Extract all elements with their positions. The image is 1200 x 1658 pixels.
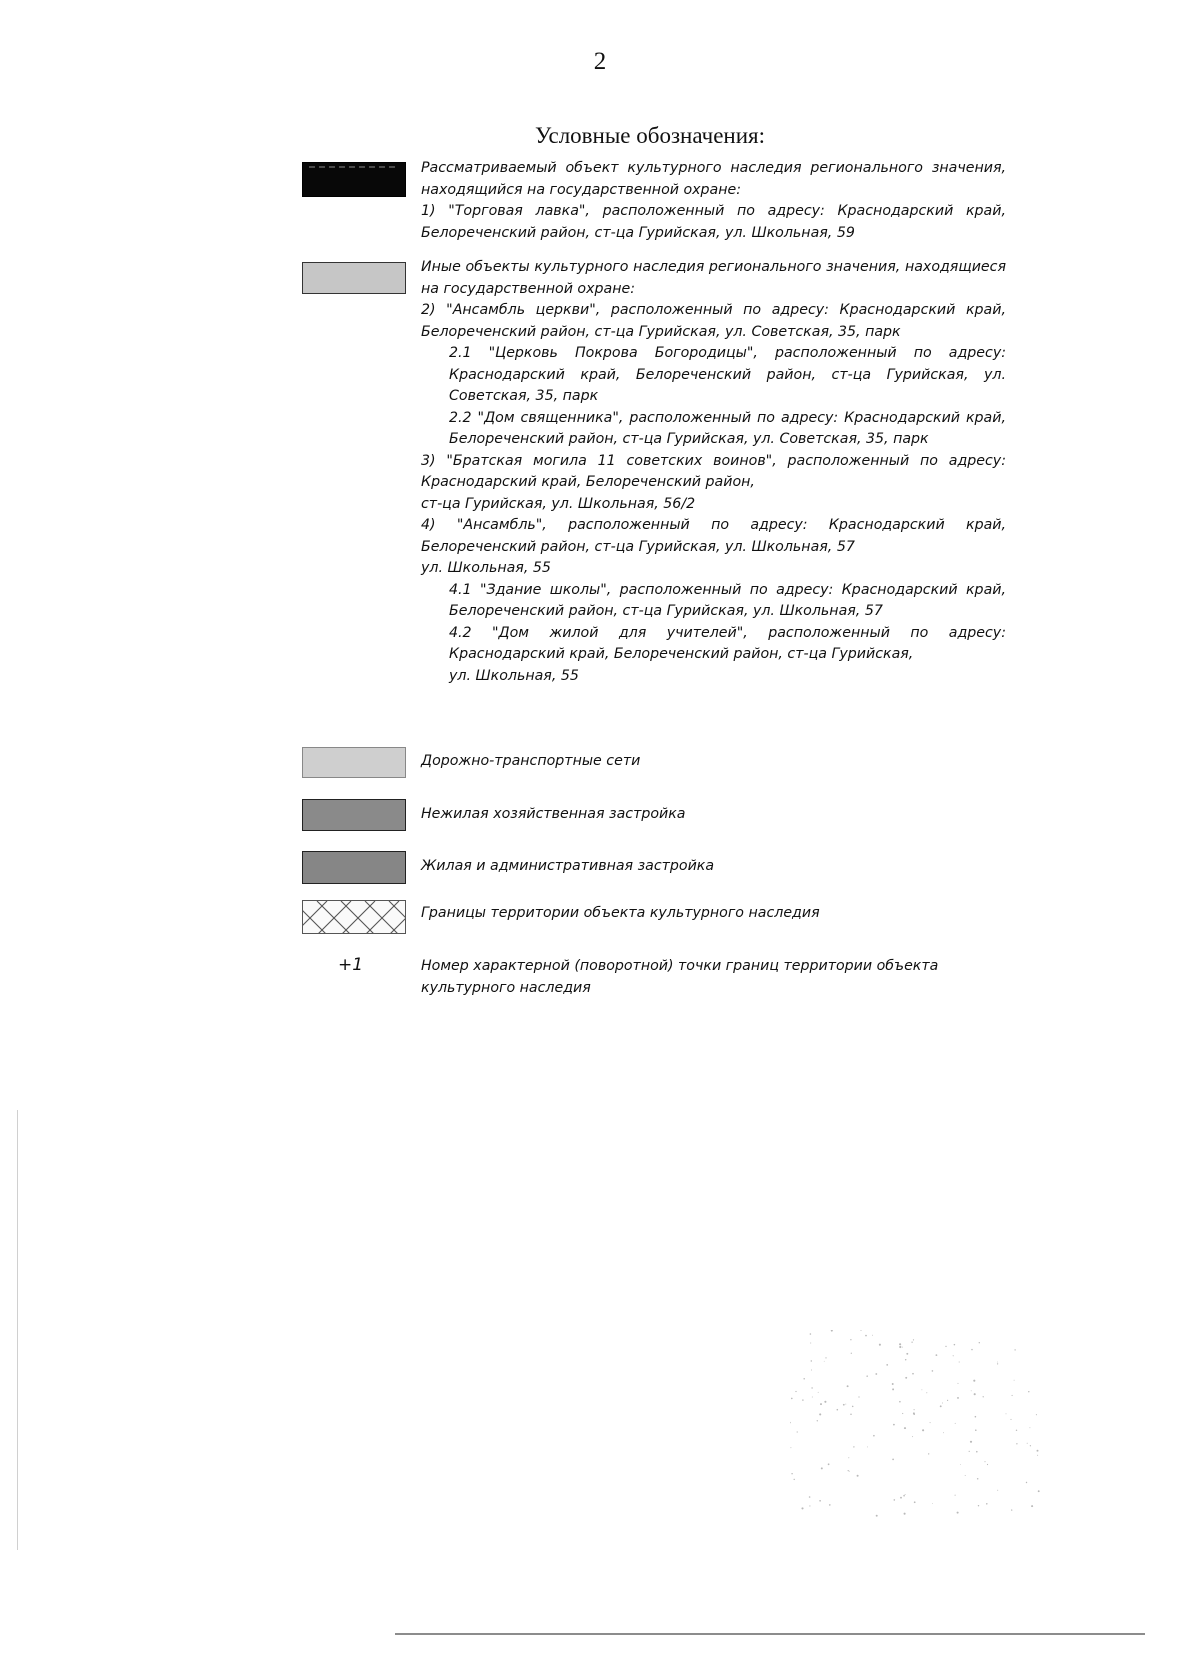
noise-speck bbox=[936, 1354, 938, 1356]
noise-speck bbox=[845, 1404, 846, 1405]
noise-speck bbox=[829, 1504, 831, 1506]
noise-speck bbox=[903, 1495, 905, 1497]
noise-speck bbox=[957, 1383, 958, 1384]
noise-speck bbox=[905, 1377, 907, 1379]
noise-speck bbox=[1037, 1450, 1039, 1452]
noise-speck bbox=[1026, 1482, 1027, 1483]
noise-speck bbox=[818, 1392, 819, 1393]
noise-speck bbox=[803, 1378, 805, 1380]
noise-speck bbox=[928, 1453, 929, 1454]
legend-line: 4) "Ансамбль", расположенный по адресу: Краснодарский край, Белореченский район, ст-ца Гурийская, ул. Школьная, 57 bbox=[421, 517, 1006, 555]
noise-speck bbox=[965, 1475, 966, 1476]
swatch-black bbox=[302, 162, 406, 197]
legend-text bbox=[421, 158, 1006, 244]
noise-speck bbox=[825, 1357, 826, 1358]
noise-speck bbox=[899, 1346, 901, 1348]
noise-speck bbox=[971, 1349, 972, 1350]
cross-hatch-pattern bbox=[303, 901, 406, 934]
noise-speck bbox=[899, 1401, 901, 1403]
noise-speck bbox=[957, 1397, 959, 1399]
noise-speck bbox=[892, 1383, 894, 1385]
noise-speck bbox=[795, 1391, 796, 1392]
noise-speck bbox=[940, 1405, 942, 1407]
noise-speck bbox=[911, 1342, 912, 1343]
legend-text bbox=[421, 257, 1006, 687]
noise-speck bbox=[811, 1360, 812, 1361]
noise-speck bbox=[867, 1446, 868, 1447]
noise-speck bbox=[902, 1413, 903, 1414]
noise-speck bbox=[978, 1505, 979, 1506]
noise-speck bbox=[858, 1396, 859, 1397]
noise-speck bbox=[955, 1423, 956, 1424]
noise-speck bbox=[1027, 1443, 1028, 1444]
noise-speck bbox=[983, 1396, 984, 1397]
noise-speck bbox=[894, 1499, 896, 1501]
noise-speck bbox=[1014, 1349, 1015, 1350]
noise-speck bbox=[886, 1364, 888, 1366]
noise-speck bbox=[892, 1459, 894, 1461]
noise-speck bbox=[932, 1370, 934, 1372]
legend-subline: 2.1 "Церковь Покрова Богородицы", расположенный по адресу: Краснодарский край, Белореченский район, ст-ца Гурийская, ул. Советская, 35, парк bbox=[449, 345, 1006, 404]
noise-speck bbox=[893, 1424, 895, 1426]
noise-speck bbox=[912, 1373, 914, 1375]
noise-speck bbox=[851, 1353, 852, 1354]
noise-speck bbox=[974, 1393, 976, 1395]
noise-speck bbox=[811, 1370, 812, 1371]
noise-speck bbox=[953, 1355, 954, 1356]
noise-speck bbox=[1038, 1490, 1040, 1492]
noise-speck bbox=[857, 1475, 859, 1477]
noise-speck bbox=[811, 1387, 812, 1388]
noise-speck bbox=[997, 1363, 998, 1364]
bottom-rule bbox=[395, 1633, 1145, 1635]
noise-speck bbox=[905, 1359, 906, 1360]
noise-speck bbox=[837, 1409, 839, 1411]
noise-speck bbox=[809, 1496, 811, 1498]
scan-noise bbox=[790, 1330, 1050, 1530]
noise-speck bbox=[955, 1495, 956, 1496]
noise-speck bbox=[979, 1342, 980, 1343]
legend-subline: 4.1 "Здание школы", расположенный по адресу: Краснодарский край, Белореченский район, ст-ца Гурийская, ул. Школьная, 57 bbox=[449, 581, 1006, 619]
noise-speck bbox=[1006, 1413, 1007, 1414]
noise-speck bbox=[853, 1446, 854, 1447]
noise-speck bbox=[1012, 1395, 1013, 1396]
noise-speck bbox=[1028, 1391, 1029, 1392]
noise-speck bbox=[843, 1404, 845, 1406]
noise-speck bbox=[850, 1339, 851, 1340]
noise-speck bbox=[1010, 1419, 1011, 1420]
noise-speck bbox=[1011, 1509, 1012, 1510]
noise-speck bbox=[960, 1464, 961, 1465]
noise-speck bbox=[848, 1470, 849, 1471]
noise-speck bbox=[873, 1435, 875, 1437]
noise-speck bbox=[977, 1478, 979, 1480]
noise-speck bbox=[984, 1461, 985, 1462]
noise-speck bbox=[821, 1467, 823, 1469]
legend-line: Иные объекты культурного наследия регионального значения, находящиеся на государственной охране: bbox=[421, 259, 1006, 297]
noise-speck bbox=[1037, 1455, 1038, 1456]
noise-speck bbox=[921, 1389, 922, 1390]
noise-speck bbox=[850, 1413, 852, 1415]
noise-speck bbox=[848, 1457, 849, 1458]
noise-speck bbox=[906, 1353, 908, 1355]
noise-speck bbox=[812, 1397, 813, 1398]
noise-speck bbox=[926, 1392, 927, 1393]
legend-line: Рассматриваемый объект культурного наследия регионального значения, находящийся на государственной охране: bbox=[421, 160, 1006, 198]
swatch-light-grey bbox=[302, 262, 406, 294]
noise-speck bbox=[1016, 1430, 1017, 1431]
noise-speck bbox=[970, 1441, 972, 1443]
noise-speck bbox=[959, 1361, 960, 1362]
legend-title: Условные обозначения: bbox=[534, 123, 766, 148]
legend-text: Нежилая хозяйственная застройка bbox=[421, 806, 686, 822]
noise-speck bbox=[986, 1503, 988, 1505]
noise-speck bbox=[997, 1362, 998, 1363]
noise-speck bbox=[872, 1335, 873, 1336]
noise-speck bbox=[913, 1339, 914, 1340]
noise-speck bbox=[1036, 1414, 1037, 1415]
noise-speck bbox=[809, 1505, 810, 1506]
noise-speck bbox=[875, 1373, 877, 1375]
noise-speck bbox=[801, 1507, 803, 1509]
noise-speck bbox=[824, 1361, 825, 1362]
noise-speck bbox=[865, 1335, 867, 1337]
swatch-medium-grey bbox=[302, 799, 406, 831]
noise-speck bbox=[794, 1479, 795, 1480]
noise-speck bbox=[930, 1422, 931, 1423]
swatch-speckled-grey bbox=[302, 747, 406, 778]
noise-speck bbox=[975, 1416, 977, 1418]
noise-speck bbox=[831, 1330, 833, 1332]
noise-speck bbox=[1029, 1427, 1030, 1428]
noise-speck bbox=[922, 1429, 924, 1431]
noise-speck bbox=[810, 1333, 812, 1335]
noise-speck bbox=[828, 1463, 830, 1465]
noise-speck bbox=[791, 1398, 793, 1400]
noise-speck bbox=[975, 1429, 977, 1431]
noise-speck bbox=[1031, 1505, 1033, 1507]
noise-speck bbox=[819, 1413, 821, 1415]
noise-speck bbox=[971, 1390, 972, 1391]
noise-speck bbox=[902, 1347, 903, 1348]
noise-speck bbox=[879, 1344, 881, 1346]
noise-speck bbox=[947, 1400, 948, 1401]
noise-speck bbox=[866, 1375, 868, 1377]
noise-speck bbox=[876, 1515, 878, 1517]
legend-line: 2) "Ансамбль церкви", расположенный по адресу: Краснодарский край, Белореченский район, ст-ца Гурийская, ул. Советская, 35, парк bbox=[421, 302, 1006, 340]
swatch-medium-grey bbox=[302, 851, 406, 884]
noise-speck bbox=[797, 1431, 798, 1432]
noise-speck bbox=[943, 1432, 944, 1433]
noise-speck bbox=[904, 1513, 906, 1515]
noise-speck bbox=[945, 1346, 946, 1347]
legend-line: 1) "Торговая лавка", расположенный по адресу: Краснодарский край, Белореченский район, ст-ца Гурийская, ул. Школьная, 59 bbox=[421, 203, 1006, 241]
noise-speck bbox=[997, 1490, 998, 1491]
noise-speck bbox=[824, 1401, 826, 1403]
noise-speck bbox=[1030, 1445, 1031, 1446]
noise-speck bbox=[892, 1388, 894, 1390]
noise-speck bbox=[912, 1436, 913, 1437]
noise-speck bbox=[847, 1385, 849, 1387]
legend-line: 3) "Братская могила 11 советских воинов", расположенный по адресу: Краснодарский край, Белореченский район, bbox=[421, 452, 1006, 490]
noise-speck bbox=[954, 1344, 956, 1346]
noise-speck bbox=[957, 1512, 959, 1514]
noise-speck bbox=[860, 1330, 861, 1331]
swatch-cross-hatch bbox=[302, 900, 406, 934]
scan-margin-line bbox=[17, 1110, 18, 1550]
noise-speck bbox=[914, 1409, 915, 1410]
noise-speck bbox=[942, 1403, 943, 1404]
noise-speck bbox=[969, 1451, 970, 1452]
point-number-marker: +1 bbox=[338, 955, 364, 975]
legend-subline: 4.2 "Дом жилой для учителей", расположенный по адресу: Краснодарский край, Белореченский район, ст-ца Гурийская, bbox=[449, 624, 1006, 662]
noise-speck bbox=[849, 1471, 850, 1472]
legend-text: Жилая и административная застройка bbox=[421, 858, 715, 874]
legend-line: ул. Школьная, 55 bbox=[421, 560, 551, 576]
noise-speck bbox=[976, 1451, 978, 1453]
legend-text: Границы территории объекта культурного наследия bbox=[421, 905, 820, 921]
noise-speck bbox=[790, 1422, 791, 1423]
noise-speck bbox=[1014, 1380, 1015, 1381]
legend-line: ст-ца Гурийская, ул. Школьная, 56/2 bbox=[421, 495, 696, 512]
noise-speck bbox=[791, 1473, 792, 1474]
noise-speck bbox=[900, 1497, 902, 1499]
noise-speck bbox=[904, 1427, 906, 1429]
noise-speck bbox=[914, 1501, 916, 1503]
noise-speck bbox=[819, 1500, 821, 1502]
noise-speck bbox=[852, 1406, 854, 1408]
noise-speck bbox=[820, 1403, 822, 1405]
legend-text: Дорожно-транспортные сети bbox=[421, 753, 641, 769]
noise-speck bbox=[932, 1503, 933, 1504]
noise-speck bbox=[905, 1494, 906, 1495]
noise-speck bbox=[790, 1447, 791, 1448]
page-number: 2 bbox=[593, 48, 607, 75]
noise-speck bbox=[899, 1343, 901, 1345]
legend-text: Номер характерной (поворотной) точки границ территории объекта культурного наследия bbox=[421, 958, 939, 996]
legend-subline: ул. Школьная, 55 bbox=[449, 667, 579, 684]
noise-speck bbox=[810, 1342, 811, 1343]
noise-speck bbox=[1016, 1443, 1017, 1444]
noise-speck bbox=[973, 1380, 975, 1382]
noise-speck bbox=[802, 1399, 803, 1400]
noise-speck bbox=[913, 1413, 915, 1415]
noise-speck bbox=[817, 1420, 818, 1421]
legend-subline: 2.2 "Дом священника", расположенный по адресу: Краснодарский край, Белореченский район, ст-ца Гурийская, ул. Советская, 35, парк bbox=[449, 409, 1006, 447]
noise-speck bbox=[987, 1464, 988, 1465]
